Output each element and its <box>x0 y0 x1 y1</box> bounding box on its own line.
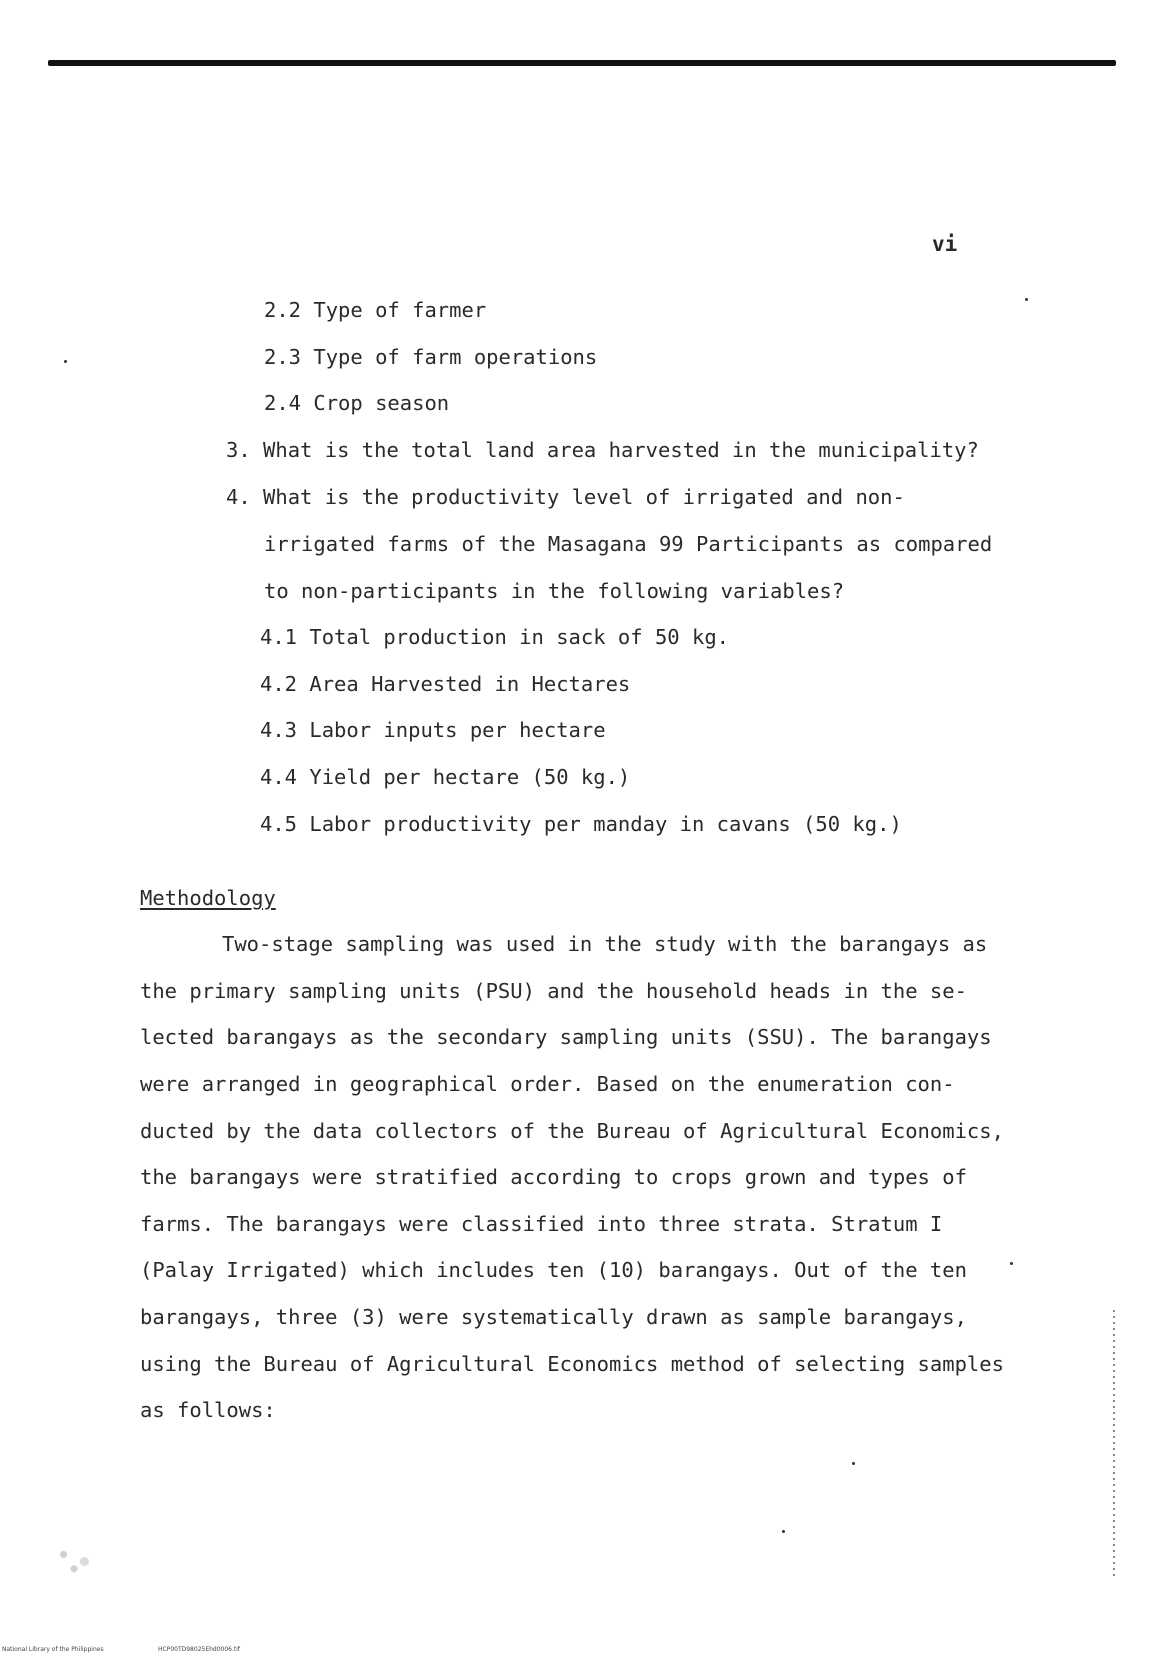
paragraph-line: Two-stage sampling was used in the study with the barangays as <box>222 932 988 956</box>
paragraph-line: (Palay Irrigated) which includes ten (10) barangays. Out of the ten <box>140 1258 967 1282</box>
list-item: 4.2 Area Harvested in Hectares <box>260 672 631 696</box>
list-item: 2.2 Type of farmer <box>264 298 487 322</box>
list-item: 2.3 Type of farm operations <box>264 345 598 369</box>
scan-speck <box>852 1462 855 1465</box>
scan-speck <box>64 360 67 363</box>
list-item: 4. What is the productivity level of irrigated and non- <box>226 485 905 509</box>
paragraph-line: farms. The barangays were classified into three strata. Stratum I <box>140 1212 943 1236</box>
list-item: 3. What is the total land area harvested in the municipality? <box>226 438 979 462</box>
scan-edge-noise <box>1113 1310 1115 1580</box>
scan-speck <box>1010 1262 1013 1265</box>
page-number: vi <box>932 232 958 256</box>
list-item: 4.4 Yield per hectare (50 kg.) <box>260 765 631 789</box>
footer-library: National Library of the Philippines <box>2 1646 104 1653</box>
list-item: 2.4 Crop season <box>264 391 450 415</box>
list-item: 4.1 Total production in sack of 50 kg. <box>260 625 729 649</box>
paragraph-line: barangays, three (3) were systematically drawn as sample barangays, <box>140 1305 967 1329</box>
list-item: 4.5 Labor productivity per manday in cavans (50 kg.) <box>260 812 902 836</box>
paragraph-line: lected barangays as the secondary sampling units (SSU). The barangays <box>140 1025 992 1049</box>
scan-corner-noise <box>48 1540 100 1576</box>
list-item: irrigated farms of the Masagana 99 Participants as compared <box>264 532 993 556</box>
section-heading: Methodology <box>140 886 276 910</box>
scan-speck <box>782 1530 785 1533</box>
scan-speck <box>1025 298 1028 301</box>
list-item: 4.3 Labor inputs per hectare <box>260 718 606 742</box>
paragraph-line: ducted by the data collectors of the Bureau of Agricultural Economics, <box>140 1119 1004 1143</box>
paragraph-line: the primary sampling units (PSU) and the household heads in the se- <box>140 979 967 1003</box>
top-rule <box>48 60 1116 66</box>
paragraph-line: the barangays were stratified according to crops grown and types of <box>140 1165 967 1189</box>
footer-file-id: HCP00TD98025Ehd0006.tif <box>158 1646 241 1653</box>
paragraph-line: using the Bureau of Agricultural Economics method of selecting samples <box>140 1352 1004 1376</box>
list-item: to non-participants in the following variables? <box>264 579 845 603</box>
paragraph-line: were arranged in geographical order. Based on the enumeration con- <box>140 1072 955 1096</box>
paragraph-line: as follows: <box>140 1398 276 1422</box>
